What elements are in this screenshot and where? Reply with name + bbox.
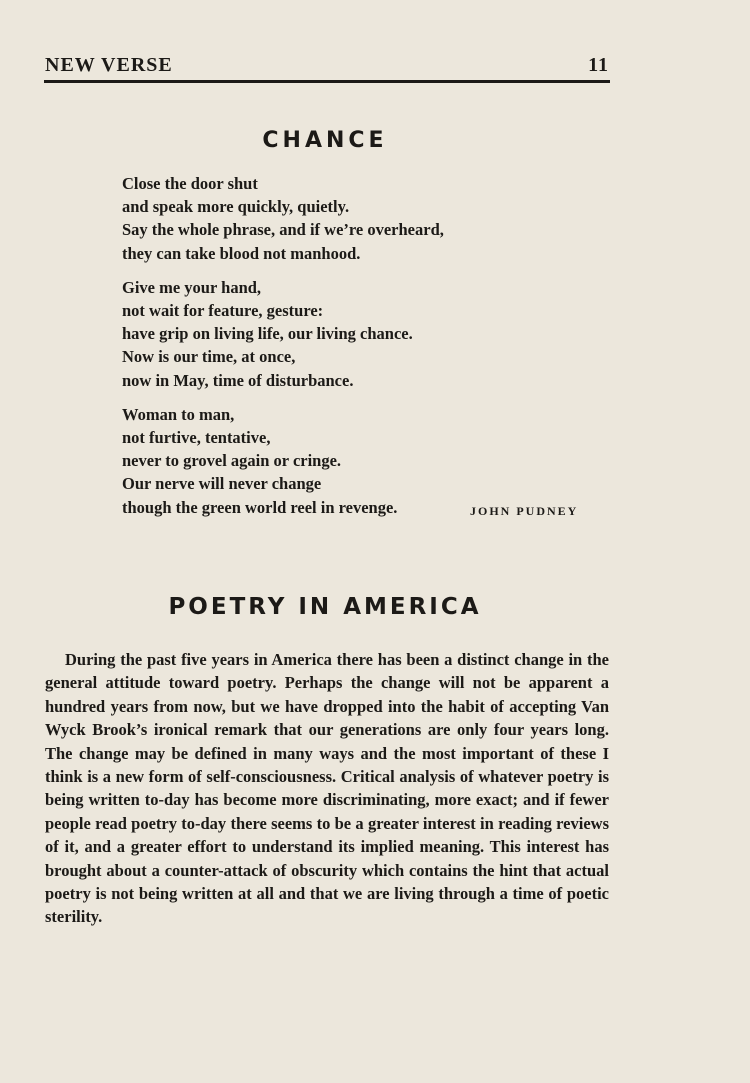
essay-title: POETRY IN AMERICA bbox=[168, 594, 482, 620]
poem-line: never to grovel again or cringe. bbox=[122, 451, 342, 471]
poem-line: Say the whole phrase, and if we’re overheard, bbox=[122, 220, 444, 240]
running-header bbox=[45, 54, 609, 77]
poem-title: CHANCE bbox=[262, 128, 388, 153]
stanza bbox=[122, 403, 592, 519]
poem-line: not wait for feature, gesture: bbox=[122, 301, 324, 321]
stanza bbox=[122, 172, 592, 265]
header-rule bbox=[44, 80, 610, 83]
journal-title: NEW VERSE bbox=[45, 54, 173, 76]
poem-line: they can take blood not manhood. bbox=[122, 243, 361, 263]
poem-line: Give me your hand, bbox=[122, 277, 262, 297]
poem-line: have grip on living life, our living chance. bbox=[122, 324, 413, 344]
poem-author: JOHN PUDNEY bbox=[470, 504, 579, 518]
page-number: 11 bbox=[588, 54, 609, 76]
poem-line: though the green world reel in revenge. bbox=[122, 497, 398, 517]
poem-line: and speak more quickly, quietly. bbox=[122, 197, 350, 217]
essay-paragraph: During the past five years in America there has been a distinct change in the general attitude toward poetry. Perhaps the change will not be apparent a hundred years from now, but we have dropped into the habit of accepting Van Wyck Brook’s ironical remark that our generations are only four years long. The change may be defined in many ways and the most important of these I think is a new form of self-consciousness. Critical analysis of whatever poetry is being written to-day has become more discriminating, more exact; and if fewer people read poetry to-day there seems to be a greater interest in reading reviews of it, and a greater effort to understand its implied meaning. This interest has brought about a counter-attack of obscurity which contains the hint that actual poetry is not being written at all and that we are living through a time of poetic sterility. bbox=[45, 650, 609, 927]
poem-line: now in May, time of disturbance. bbox=[122, 370, 354, 390]
poem-line: Now is our time, at once, bbox=[122, 347, 296, 367]
poem-line: Close the door shut bbox=[122, 174, 258, 193]
poem-line: not furtive, tentative, bbox=[122, 428, 271, 448]
poem-line: Woman to man, bbox=[122, 404, 235, 424]
poem-body bbox=[122, 172, 592, 530]
poem-line: Our nerve will never change bbox=[122, 474, 322, 494]
stanza bbox=[122, 276, 592, 392]
